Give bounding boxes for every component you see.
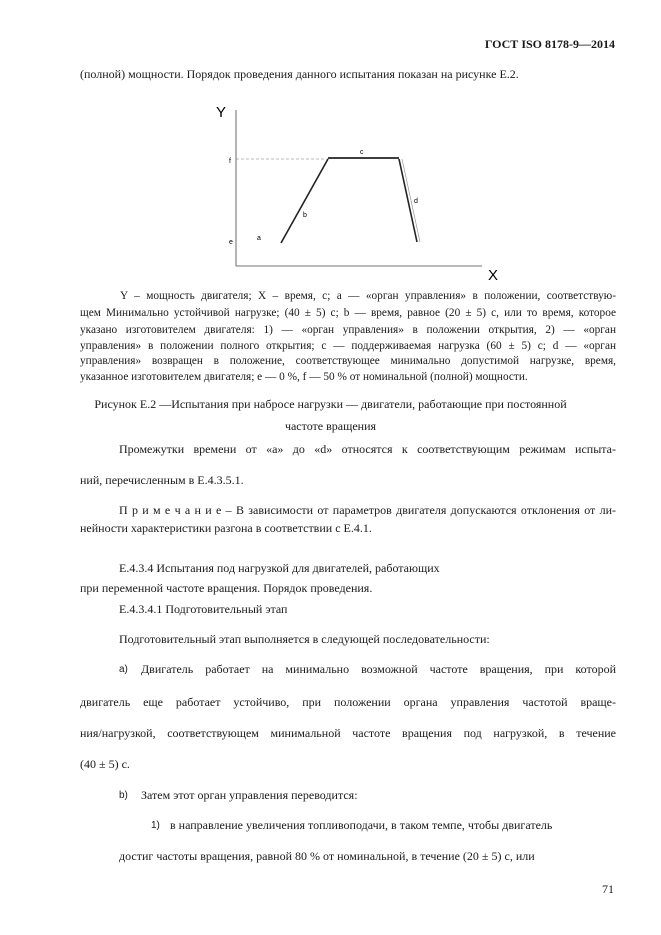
paragraph-1-line-2: ний, перечисленным в Е.4.3.5.1. xyxy=(80,473,244,487)
intro-line: (полной) мощности. Порядок проведения данного испытания показан на рисунке Е.2. xyxy=(80,67,519,81)
note-line-2: нейности характеристики разгона в соответствии с Е.4.1. xyxy=(80,521,372,535)
item-a-line-4: (40 ± 5) с. xyxy=(80,757,130,771)
item-a-line-3: ния/нагрузкой, соответствующем минимальной частоте вращения под нагрузкой, в течение xyxy=(80,726,616,740)
section-heading-line-2: при переменной частоте вращения. Порядок проведения. xyxy=(80,581,373,595)
item-b-marker: b) xyxy=(119,790,128,801)
section-heading-line-1: Е.4.3.4 Испытания под нагрузкой для двигателей, работающих xyxy=(119,561,440,575)
segment-d-label: d xyxy=(414,198,418,205)
sub-item-1-line-1: в направление увеличения топливоподачи, в таком темпе, чтобы двигатель xyxy=(170,818,553,832)
segment-c-label: c xyxy=(360,149,364,156)
legend-line-6: указанное изготовителем двигателя; e — 0 %, f — 50 % от номинальной (полной) мощности. xyxy=(80,371,528,383)
segment-b-line xyxy=(281,159,328,243)
item-a-line-1: Двигатель работает на минимально возможной частоте вращения, при которой xyxy=(141,662,616,676)
paragraph-1-line-1: Промежутки времени от «a» до «d» относятся к соответствующим режимам испыта- xyxy=(119,442,616,456)
sub-item-1-line-2: достиг частоты вращения, равной 80 % от номинальной, в течение (20 ± 5) с, или xyxy=(119,849,535,863)
prep-intro: Подготовительный этап выполняется в следующей последовательности: xyxy=(119,632,490,646)
subsection-heading: Е.4.3.4.1 Подготовительный этап xyxy=(119,602,288,616)
tick-e-label: e xyxy=(229,239,233,246)
figure-caption-line-1: Рисунок Е.2 —Испытания при набросе нагрузки — двигатели, работающие при постоянной xyxy=(94,397,567,411)
note-line-1: П р и м е ч а н и е – В зависимости от параметров двигателя допускаются отклонения от ли- xyxy=(119,503,616,517)
standard-header: ГОСТ ISO 8178-9—2014 xyxy=(484,37,615,51)
segment-b-label: b xyxy=(303,212,307,219)
page-number: 71 xyxy=(602,882,614,896)
item-a-line-2: двигатель еще работает устойчиво, при положении органа управления частотой враще- xyxy=(80,695,616,709)
legend-line-1: Y – мощность двигателя; X – время, с; a — «орган управления» в положении, соответствую- xyxy=(120,290,616,302)
item-a-marker: a) xyxy=(119,664,128,675)
legend-line-5: управления» возвращен в положение, соответствующее минимально допустимой нагрузке, время, xyxy=(80,355,616,367)
segment-a-label: a xyxy=(257,235,261,242)
x-axis-label: X xyxy=(488,267,499,282)
legend-line-2: щем Минимально устойчивой нагрузке; (40 ± 5) с; b — время, равное (20 ± 5) с, или то время, которое xyxy=(80,307,616,319)
legend-line-3: указано изготовителем двигателя: 1) — «орган управления» в положении открытия, 2) — «орган xyxy=(80,324,616,336)
load-step-diagram xyxy=(200,96,510,282)
figure-caption-line-2: частоте вращения xyxy=(284,419,377,433)
sub-item-1-marker: 1) xyxy=(151,820,160,831)
tick-f-label: f xyxy=(229,158,231,165)
item-b-text: Затем этот орган управления переводится: xyxy=(141,788,358,802)
y-axis-label: Y xyxy=(216,104,227,121)
legend-line-4: управления» в положении полного открытия; c — поддерживаемая нагрузка (60 ± 5) с; d — «орган xyxy=(80,340,616,352)
